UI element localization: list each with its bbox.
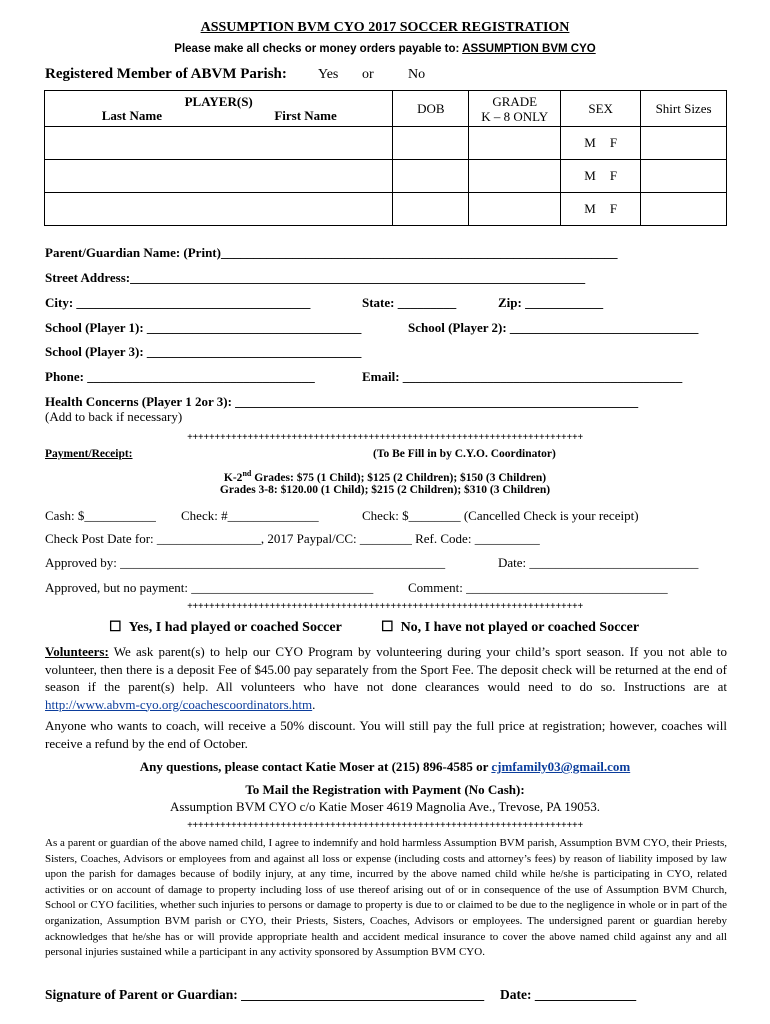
comment-field[interactable]: Comment: _______________________________: [408, 580, 668, 595]
divider-plus-3: ++++++++++++++++++++++++++++++++++++++++++++++++++++++++++++++++++++++++: [187, 820, 583, 831]
dob-cell[interactable]: [393, 127, 469, 160]
table-row: [45, 127, 727, 160]
health-concerns-field[interactable]: Health Concerns (Player 1 2or 3): ______________________________________________________________: [45, 394, 639, 409]
sex-m[interactable]: M: [584, 201, 596, 216]
volunteers-paragraph: [45, 643, 727, 713]
grades38-pricing: Grades 3-8: $120.00 (1 Child); $215 (2 Children); $310 (3 Children): [219, 484, 551, 496]
zip-field[interactable]: Zip: ____________: [498, 295, 604, 310]
clearances-link[interactable]: http://www.abvm-cyo.org/coachescoordinators.htm: [45, 696, 313, 712]
phone-field[interactable]: Phone: ___________________________________: [45, 369, 315, 384]
school-player3-field[interactable]: School (Player 3): _________________________________: [45, 344, 362, 359]
grade-cell[interactable]: [469, 127, 561, 160]
form-title: ASSUMPTION BVM CYO 2017 SOCCER REGISTRATION: [200, 20, 570, 35]
coached-yes-label: Yes, I had played or coached Soccer: [128, 620, 342, 635]
table-row: [45, 193, 727, 226]
volunteers-label: Volunteers:: [45, 644, 109, 659]
checkbox-icon[interactable]: ☐: [109, 620, 122, 635]
member-no[interactable]: No: [408, 67, 426, 82]
volunteers-end: .: [312, 696, 316, 712]
member-or: or: [362, 67, 374, 82]
grade-cell[interactable]: [469, 193, 561, 226]
parent-name-field[interactable]: Parent/Guardian Name: (Print)_____________________________________________________________: [45, 245, 618, 260]
first-name-header: First Name: [274, 107, 337, 123]
signature-field[interactable]: Signature of Parent or Guardian: ____________________________________: [45, 987, 485, 1002]
approved-date-field[interactable]: Date: __________________________: [498, 555, 699, 570]
state-field[interactable]: State: _________: [362, 295, 457, 310]
liability-waiver: As a parent or guardian of the above named child, I agree to indemnify and hold harmless Assumption BVM parish, Assumption BVM CYO, their Priests, Sisters, Coaches, Advisors or employees from and against all loss or expense (including costs and attorney’s fees) by reason of liability imposed by law upon the parish for damages because of bodily injury, at any time, incurred by the above named child while he/she is participating in CYO, related activities or on account of damage to property including loss of use thereof arising out of or in consequence of the use of Assumption BVM Church, School or CYO facilities, whether such injuries to persons or damage to property is due to or claimed to be due to the negligence in whole or in part of the organization, Assumption BVM parish or CYO, their Priests, Sisters, Coaches, Advisors or employees. The undersigned parent or guardian hereby acknowledges that he/she has or will provide appropriate health and accident medical insurance to cover the above named child against any and all personal injuries sustained while a participant in any activity sponsored by Assumption BVM CYO.: [45, 837, 727, 959]
questions-line: [0, 759, 770, 775]
school-player2-field[interactable]: School (Player 2): _____________________________: [408, 320, 699, 335]
grade-line2: K – 8 ONLY: [481, 108, 549, 124]
sex-cell[interactable]: [561, 193, 641, 226]
payment-label: Payment/Receipt:: [45, 448, 133, 460]
grade-cell[interactable]: [469, 160, 561, 193]
divider-plus-2: ++++++++++++++++++++++++++++++++++++++++++++++++++++++++++++++++++++++++: [187, 601, 583, 612]
sex-cell[interactable]: [561, 160, 641, 193]
k2-sup: nd: [242, 469, 252, 478]
name-cell[interactable]: [45, 160, 393, 193]
sex-m[interactable]: M: [584, 135, 596, 150]
coached-no-label: No, I have not played or coached Soccer: [400, 620, 640, 635]
dob-cell[interactable]: [393, 160, 469, 193]
cash-field[interactable]: Cash: $___________: [45, 508, 156, 523]
check-number-field[interactable]: Check: #______________: [181, 508, 319, 523]
shirt-cell[interactable]: [641, 127, 727, 160]
member-row: [45, 66, 287, 83]
sex-f[interactable]: F: [609, 201, 618, 216]
dob-header: DOB: [393, 91, 469, 127]
name-cell[interactable]: [45, 193, 393, 226]
grade-line1: GRADE: [492, 93, 538, 109]
approved-no-payment-field[interactable]: Approved, but no payment: ____________________________: [45, 580, 374, 595]
school-player1-field[interactable]: School (Player 1): _________________________________: [45, 320, 362, 335]
health-note: (Add to back if necessary): [45, 409, 183, 424]
sex-f[interactable]: F: [609, 135, 618, 150]
contact-email-link[interactable]: cjmfamily03@gmail.com: [491, 759, 631, 774]
sex-m[interactable]: M: [584, 168, 596, 183]
volunteers-text: We ask parent(s) to help our CYO Program by volunteering during your child’s sport season. If you not able to volunteer, then there is a deposit Fee of $45.00 pay separately from the Sport Fee. The deposit check will be returned at the end of season if the parent(s) help. All volunteers who have not done clearances would need to do so. Instructions are at: [45, 644, 727, 694]
member-label: Registered Member of ABVM Parish:: [45, 66, 287, 82]
grade-header: [469, 91, 561, 127]
sex-cell[interactable]: [561, 127, 641, 160]
shirt-header: Shirt Sizes: [641, 91, 727, 127]
players-header-cell: [45, 91, 393, 127]
players-header: PLAYER(S): [184, 93, 253, 109]
k2-pricing: [0, 469, 770, 484]
checkbox-icon[interactable]: ☐: [381, 620, 394, 635]
k2-rest: Grades: $75 (1 Child); $125 (2 Children); $150 (3 Children): [251, 471, 547, 484]
mail-address: Assumption BVM CYO c/o Katie Moser 4619 Magnolia Ave., Trevose, PA 19053.: [169, 799, 601, 814]
street-address-field[interactable]: Street Address:______________________________________________________________________: [45, 270, 586, 285]
payable-line: [0, 43, 770, 55]
shirt-cell[interactable]: [641, 160, 727, 193]
mail-title: To Mail the Registration with Payment (No Cash):: [245, 782, 525, 797]
table-row: [45, 160, 727, 193]
divider-plus-1: ++++++++++++++++++++++++++++++++++++++++++++++++++++++++++++++++++++++++: [187, 432, 583, 443]
check-post-date-field[interactable]: Check Post Date for: ________________, 2017 Paypal/CC: ________ Ref. Code: __________: [45, 531, 540, 546]
last-name-header: Last Name: [101, 107, 162, 123]
approved-by-field[interactable]: Approved by: __________________________________________________: [45, 555, 446, 570]
member-yes[interactable]: Yes: [318, 67, 339, 82]
dob-cell[interactable]: [393, 193, 469, 226]
payable-name: ASSUMPTION BVM CYO: [462, 43, 596, 55]
coached-no-option[interactable]: [381, 619, 639, 636]
coach-discount-paragraph: Anyone who wants to coach, will receive a 50% discount. You will still pay the full price at registration; however, coaches will receive a refund by the end of October.: [45, 718, 727, 751]
city-field[interactable]: City: ____________________________________: [45, 295, 311, 310]
sex-header: SEX: [561, 91, 641, 127]
name-cell[interactable]: [45, 127, 393, 160]
k2-prefix: K-2: [223, 471, 243, 484]
sex-f[interactable]: F: [609, 168, 618, 183]
coached-yes-option[interactable]: [109, 619, 342, 636]
signature-date-field[interactable]: Date: _______________: [500, 987, 637, 1002]
email-field[interactable]: Email: ___________________________________________: [362, 369, 683, 384]
payable-prefix: Please make all checks or money orders payable to:: [174, 43, 460, 55]
coordinator-note: (To Be Fill in by C.Y.O. Coordinator): [373, 448, 556, 460]
check-amount-field[interactable]: Check: $________ (Cancelled Check is your receipt): [362, 508, 639, 523]
shirt-cell[interactable]: [641, 193, 727, 226]
questions-text: Any questions, please contact Katie Moser at (215) 896-4585 or: [139, 759, 492, 774]
player-table: [44, 90, 727, 226]
